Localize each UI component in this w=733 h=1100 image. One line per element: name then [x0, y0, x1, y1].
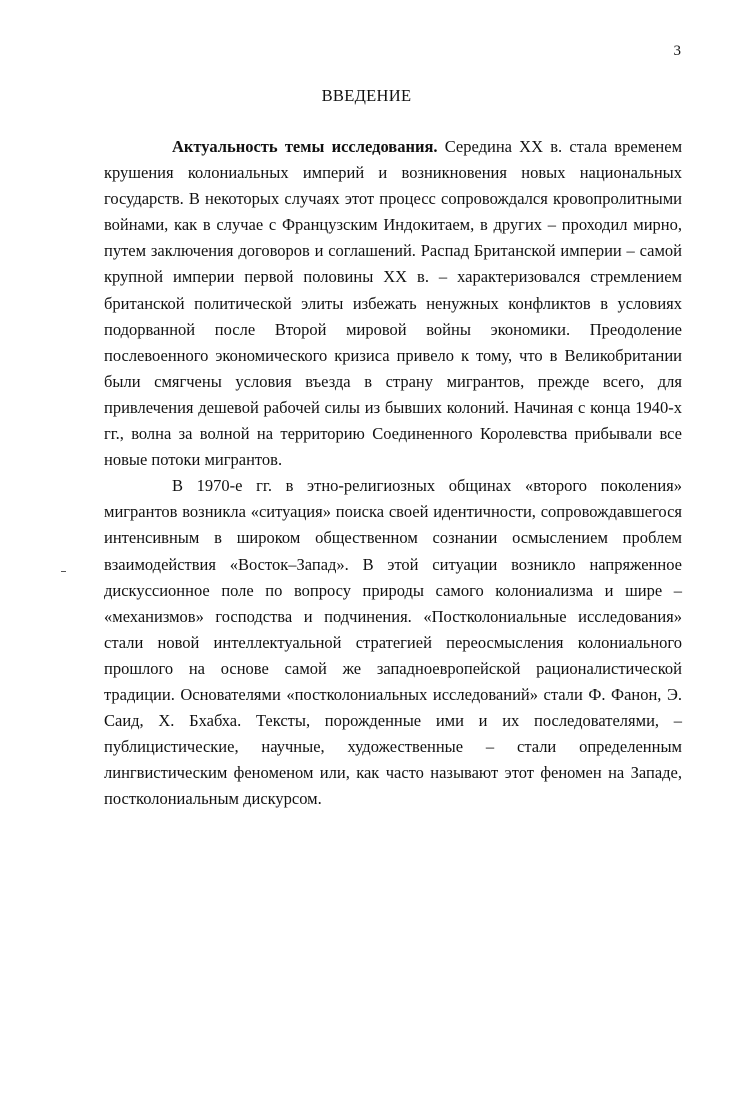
paragraph-lead: Актуальность темы исследования.: [172, 137, 438, 156]
paragraph-postcolonial: [104, 473, 682, 812]
body-text: [104, 134, 682, 812]
page-title: ВВЕДЕНИЕ: [321, 86, 412, 105]
margin-mark: [61, 571, 66, 572]
paragraph-relevance: [104, 134, 682, 473]
paragraph-text: В 1970-е гг. в этно-религиозных общинах «второго поколения» мигрантов возникла «ситуация» поиска своей идентичности, сопровождавшегося интенсивным в широком общественном сознании осмыслением проблем взаимодействия «Восток–Запад». В этой ситуации возникло напряженное дискуссионное поле по вопросу природы самого колониализма и шире – «механизмов» господства и подчинения. «Постколониальные исследования» стали новой интеллектуальной стратегией переосмысления колониального прошлого на основе самой же западноевропейской рационалистической традиции. Основателями «постколониальных исследований» стали Ф. Фанон, Э. Саид, Х. Бхабха. Тексты, порожденные ими и их последователями, – публицистические, научные, художественные – стали определенным лингвистическим феноменом или, как часто называют этот феномен на Западе, постколониальным дискурсом.: [104, 476, 682, 809]
page-number: 3: [673, 43, 681, 59]
paragraph-text: Середина XX в. стала временем крушения колониальных империй и возникновения новых национальных государств. В некоторых случаях этот процесс сопровождался кровопролитными войнами, как в случае с Французским Индокитаем, в других – проходил мирно, путем заключения договоров и соглашений. Распад Британской империи – самой крупной империи первой половины XX в. – характеризовался стремлением британской политической элиты избежать ненужных конфликтов в условиях подорванной после Второй мировой войны экономики. Преодоление послевоенного экономического кризиса привело к тому, что в Великобритании были смягчены условия въезда в страну мигрантов, прежде всего, для привлечения дешевой рабочей силы из бывших колоний. Начиная с конца 1940-х гг., волна за волной на территорию Соединенного Королевства прибывали все новые потоки мигрантов.: [104, 137, 683, 470]
